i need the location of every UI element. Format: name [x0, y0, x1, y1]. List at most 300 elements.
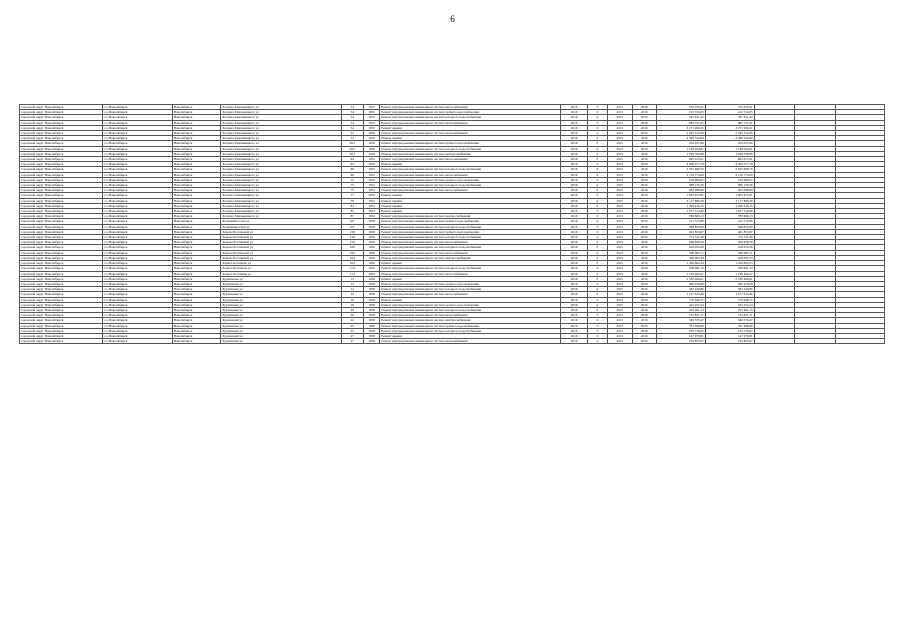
table-cell: Новосибирск [172, 219, 221, 224]
table-cell: 598 833,09 [656, 224, 705, 229]
table-cell: Новосибирск [172, 141, 221, 146]
table-cell: городской округ Новосибирск [20, 141, 103, 146]
table-cell: 2015 [608, 323, 632, 328]
table-cell: 0 [587, 110, 607, 115]
table-cell: 2 355 698,70 [656, 167, 705, 172]
table-cell: 1 149 464,27 [656, 271, 705, 276]
table-cell: 107 [341, 224, 363, 229]
table-cell: 1 077 514,96 [656, 209, 705, 214]
table-cell: Новосибирск [172, 198, 221, 203]
table-cell: 1958 [363, 318, 379, 323]
table-cell: 456 095,33 [705, 255, 754, 260]
table-cell: городской округ Новосибирск [20, 297, 103, 302]
table-cell: 66 [341, 172, 363, 177]
table-cell: Ремонт внутридомовых инженерных систем теплоснабжения [380, 339, 561, 344]
table-cell: 0 [587, 307, 607, 312]
table-cell: 2015 [608, 292, 632, 297]
table-cell: 2016 [561, 209, 587, 214]
table-cell: 2015 [608, 141, 632, 146]
table-cell: 4 306 577,79 [705, 162, 754, 167]
table-cell: 2015 [608, 193, 632, 198]
table-cell: 2015 [608, 131, 632, 136]
table-cell: 54 [341, 110, 363, 115]
table-cell: 75 [341, 183, 363, 188]
table-cell: г.о.Новосибирск [103, 136, 172, 141]
table-cell: Ремонт внутридомовых инженерных систем холодного водоснабжения [380, 245, 561, 250]
table-cell: городской округ Новосибирск [20, 162, 103, 167]
table-cell: городской округ Новосибирск [20, 333, 103, 338]
table-cell: 1952 [363, 203, 379, 208]
table-cell: 25 [341, 328, 363, 333]
table-cell: 2016 [561, 287, 587, 292]
table-cell: 2015 [608, 240, 632, 245]
table-cell: 2015 [608, 120, 632, 125]
table-cell: г.о.Новосибирск [103, 313, 172, 318]
table-cell: городской округ Новосибирск [20, 318, 103, 323]
table-cell: 2015 [608, 224, 632, 229]
table-cell: 2016 [561, 313, 587, 318]
table-cell: г.о.Новосибирск [103, 214, 172, 219]
table-cell: 2016 [632, 193, 656, 198]
table-cell: 0 [587, 214, 607, 219]
table-cell: 1959 [363, 240, 379, 245]
table-cell: 1958 [363, 276, 379, 281]
table-cell: 2016 [632, 245, 656, 250]
table-cell: Ремонт крыши [380, 193, 561, 198]
table-cell: 2015 [608, 136, 632, 141]
table-cell: Новосибирск [172, 245, 221, 250]
table-cell: 2016 [561, 297, 587, 302]
table-cell: городской округ Новосибирск [20, 198, 103, 203]
table-cell: Богдана Хмельницкого ул [221, 157, 341, 162]
table-cell: 0 [587, 193, 607, 198]
table-cell: 16 [341, 297, 363, 302]
table-cell: Новосибирск [172, 261, 221, 266]
table-cell: 2016 [561, 261, 587, 266]
table-cell: городской округ Новосибирск [20, 255, 103, 260]
table-cell: 1 290 416,15 [656, 203, 705, 208]
table-cell: 772 511,48 [656, 235, 705, 240]
table-cell: 618 054,58 [705, 245, 754, 250]
table-cell: 2016 [632, 250, 656, 255]
table-cell: 77 [341, 193, 363, 198]
table-cell: городской округ Новосибирск [20, 292, 103, 297]
table-cell: 160 [341, 245, 363, 250]
table-cell: городской округ Новосибирск [20, 339, 103, 344]
table-cell: городской округ Новосибирск [20, 105, 103, 110]
table-cell: 1 290 416,15 [705, 203, 754, 208]
table-cell: 259 037,69 [705, 141, 754, 146]
table-cell: Ремонт внутридомовых инженерных систем электроснабжения [380, 214, 561, 219]
table-cell: Бурлинская ул [221, 328, 341, 333]
table-cell: г.о.Новосибирск [103, 240, 172, 245]
table-cell: 1958 [363, 146, 379, 151]
table-cell: городской округ Новосибирск [20, 120, 103, 125]
table-cell: 2 345 312,08 [656, 131, 705, 136]
table-cell: 2016 [632, 224, 656, 229]
table-cell: 0 [587, 136, 607, 141]
table-cell: Ремонт внутридомовых инженерных систем теплоснабжения [380, 313, 561, 318]
table-cell: Ремонт крыши [380, 261, 561, 266]
table-cell: 2016 [561, 198, 587, 203]
table-cell: городской округ Новосибирск [20, 276, 103, 281]
table-cell: 2015 [608, 287, 632, 292]
table-cell: Новосибирск [172, 110, 221, 115]
table-cell: 2015 [608, 250, 632, 255]
table-cell: 2016 [632, 167, 656, 172]
table-cell: 2016 [561, 141, 587, 146]
table-cell: городской округ Новосибирск [20, 250, 103, 255]
table-cell: 772 511,48 [705, 235, 754, 240]
table-cell: г.о.Новосибирск [103, 183, 172, 188]
table-cell: 4 369 724,69 [705, 136, 754, 141]
table-cell: 780 669,13 [656, 214, 705, 219]
table-cell: 2016 [632, 214, 656, 219]
table-cell: 1952 [363, 162, 379, 167]
table-cell: Бурлинская ул [221, 323, 341, 328]
table-cell: 0 [587, 302, 607, 307]
table-cell: 55 [341, 136, 363, 141]
table-cell: Бурлинская ул [221, 333, 341, 338]
table-cell: Новосибирск [172, 271, 221, 276]
table-cell: 2016 [561, 131, 587, 136]
table-cell: 164 [341, 255, 363, 260]
table-cell: Бурлинская ул [221, 281, 341, 286]
table-cell: 2016 [632, 255, 656, 260]
table-cell: городской округ Новосибирск [20, 125, 103, 130]
table-cell: г.о.Новосибирск [103, 188, 172, 193]
table-cell: 2016 [561, 229, 587, 234]
table-cell: г.о.Новосибирск [103, 105, 172, 110]
table-cell: 0 [587, 287, 607, 292]
table-cell: городской округ Новосибирск [20, 188, 103, 193]
table-cell: городской округ Новосибирск [20, 307, 103, 312]
table-cell: 64 [341, 157, 363, 162]
table-cell: городской округ Новосибирск [20, 214, 103, 219]
table-cell: 1958 [363, 339, 379, 344]
table-cell: 2016 [561, 120, 587, 125]
table-cell: 1956 [363, 261, 379, 266]
table-cell: 2 530 466,61 [705, 276, 754, 281]
table-cell: 2016 [632, 328, 656, 333]
table-cell: 0 [587, 105, 607, 110]
table-cell: 27 [341, 333, 363, 338]
table-cell: 2016 [561, 115, 587, 120]
table-cell: 968 139,36 [705, 183, 754, 188]
table-cell: 2016 [561, 323, 587, 328]
table-cell: Новосибирск [172, 193, 221, 198]
table-cell: Большевистская ул [221, 219, 341, 224]
table-cell: 618 054,58 [656, 245, 705, 250]
table-cell: Ремонт внутридомовых инженерных систем теплоснабжения [380, 120, 561, 125]
table-cell: 1958 [363, 292, 379, 297]
table-cell: 0 [587, 328, 607, 333]
table-cell: 1952 [363, 172, 379, 177]
table-cell: 20 [341, 313, 363, 318]
table-cell: 2016 [632, 276, 656, 281]
table-cell: 85 [341, 209, 363, 214]
table-cell: 211 513,86 [705, 219, 754, 224]
table-cell: 212 724,05 [656, 110, 705, 115]
table-cell: Новосибирск [172, 235, 221, 240]
table-cell: Богдана Хмельницкого ул [221, 193, 341, 198]
table-cell: 1 148 044,81 [705, 146, 754, 151]
table-cell: Новосибирск [172, 328, 221, 333]
table-cell: городской округ Новосибирск [20, 281, 103, 286]
table-cell: 2016 [561, 328, 587, 333]
table-cell: Большевистская ул [221, 224, 341, 229]
table-cell: 460 476,06 [705, 281, 754, 286]
table-cell: городской округ Новосибирск [20, 261, 103, 266]
table-cell: 2016 [561, 214, 587, 219]
page-number: 6 [450, 14, 455, 24]
table-cell: 0 [587, 245, 607, 250]
table-cell: 708 681,13 [656, 266, 705, 271]
table-cell: 2016 [561, 157, 587, 162]
table-cell: 2016 [632, 323, 656, 328]
table-cell: 2015 [608, 276, 632, 281]
table-cell: 460 476,06 [656, 281, 705, 286]
table-cell: Ремонт внутридомовых инженерных систем теплоснабжения [380, 157, 561, 162]
table-cell: 1 439 862,23 [705, 261, 754, 266]
table-cell: Новосибирск [172, 146, 221, 151]
table-row [20, 339, 885, 344]
table-cell: 2 345 312,08 [705, 131, 754, 136]
table-cell: 1 039 700,88 [705, 151, 754, 156]
table-cell: городской округ Новосибирск [20, 245, 103, 250]
table-cell: Новосибирск [172, 339, 221, 344]
table-cell: 2016 [561, 162, 587, 167]
table-cell: 2016 [632, 219, 656, 224]
table-cell: 2016 [632, 240, 656, 245]
table-cell: 2015 [608, 209, 632, 214]
table-cell: 791 496,60 [705, 323, 754, 328]
table-cell: Новосибирск [172, 105, 221, 110]
table-cell: г.о.Новосибирск [103, 219, 172, 224]
table-cell: 2015 [608, 255, 632, 260]
table-cell: 605 915,91 [705, 157, 754, 162]
table-cell: Бурлинская ул [221, 307, 341, 312]
table-cell: Ремонт внутридомовых инженерных систем холодного водоснабжения [380, 287, 561, 292]
table-cell: Ремонт внутридомовых инженерных систем электроснабжения [380, 151, 561, 156]
table-cell: 2016 [561, 292, 587, 297]
table-cell: Богдана Хмельницкого ул [221, 120, 341, 125]
table-cell: 0 [587, 266, 607, 271]
table-cell: 1952 [363, 188, 379, 193]
table-cell: 1955 [363, 125, 379, 130]
table-cell: г.о.Новосибирск [103, 193, 172, 198]
table-cell: 255 461,13 [656, 307, 705, 312]
table-cell: 56/1 [341, 146, 363, 151]
table-cell: 147 070,81 [705, 333, 754, 338]
table-cell: 0 [587, 261, 607, 266]
table-cell: 2016 [632, 318, 656, 323]
table-cell: 1958 [363, 151, 379, 156]
table-cell: 66 [341, 167, 363, 172]
table-cell: 2015 [608, 313, 632, 318]
table-cell: 158 [341, 235, 363, 240]
table-cell: Ремонт внутридомовых инженерных систем холодного водоснабжения [380, 224, 561, 229]
table-cell: 2015 [608, 281, 632, 286]
table-cell: 1958 [363, 302, 379, 307]
table-cell: Богдана Хмельницкого ул [221, 177, 341, 182]
table-cell: Богдана Хмельницкого ул [221, 167, 341, 172]
table-cell: 2016 [632, 183, 656, 188]
table-cell: городской округ Новосибирск [20, 110, 103, 115]
table-cell: 776 946,77 [705, 297, 754, 302]
table-cell: 2015 [608, 203, 632, 208]
table-cell: городской округ Новосибирск [20, 209, 103, 214]
table-cell: Новосибирск [172, 240, 221, 245]
table-cell: городской округ Новосибирск [20, 157, 103, 162]
table-cell: 2016 [632, 339, 656, 344]
table-cell: 64 [341, 162, 363, 167]
table-cell: Ремонт внутридомовых инженерных систем теплоснабжения [380, 292, 561, 297]
table-cell: 605 915,91 [656, 157, 705, 162]
table-cell: г.о.Новосибирск [103, 235, 172, 240]
table-cell: 2015 [608, 105, 632, 110]
table-cell: 2015 [608, 333, 632, 338]
table-cell: 367 811,42 [705, 115, 754, 120]
table-cell: 0 [587, 235, 607, 240]
table-cell: Ремонт внутридомовых инженерных систем холодного водоснабжения [380, 115, 561, 120]
table-cell: г.о.Новосибирск [103, 177, 172, 182]
table-cell: Ремонт внутридомовых инженерных систем горячего водоснабжения [380, 141, 561, 146]
table-cell: 16 [341, 292, 363, 297]
table-cell: 0 [587, 172, 607, 177]
table-cell: 2016 [561, 224, 587, 229]
table-cell: г.о.Новосибирск [103, 151, 172, 156]
table-cell: Богдана Хмельницкого ул [221, 151, 341, 156]
table-cell: Богдана Хмельницкого ул [221, 209, 341, 214]
table-cell: городской округ Новосибирск [20, 193, 103, 198]
table-cell: Ремонт внутридомовых инженерных систем теплоснабжения [380, 131, 561, 136]
table-cell: 1952 [363, 271, 379, 276]
table-cell: 1 963 472,81 [705, 193, 754, 198]
table-cell: 1952 [363, 193, 379, 198]
table-cell: 25 [341, 323, 363, 328]
table-cell: 1958 [363, 297, 379, 302]
table-cell: г.о.Новосибирск [103, 162, 172, 167]
table-cell: Ремонт внутридомовых инженерных систем горячего водоснабжения [380, 219, 561, 224]
table-cell: г.о.Новосибирск [103, 292, 172, 297]
table-cell: Ремонт крыши [380, 297, 561, 302]
table-cell: 2016 [561, 276, 587, 281]
table-cell: 2016 [561, 266, 587, 271]
table-cell: Богдана Хмельницкого ул [221, 172, 341, 177]
table-cell: городской округ Новосибирск [20, 151, 103, 156]
table-cell: 2016 [561, 281, 587, 286]
table-cell: 2015 [608, 307, 632, 312]
table-cell: Бурлинская ул [221, 292, 341, 297]
table-cell: городской округ Новосибирск [20, 266, 103, 271]
table-cell: 2015 [608, 271, 632, 276]
table-cell: 2016 [561, 302, 587, 307]
table-cell: 0 [587, 333, 607, 338]
table-cell: Бурлинская ул [221, 339, 341, 344]
table-cell: 422 252,24 [705, 302, 754, 307]
table-cell: 0 [587, 198, 607, 203]
table-cell: 1952 [363, 209, 379, 214]
table-cell: Богдана Хмельницкого ул [221, 203, 341, 208]
table-cell: г.о.Новосибирск [103, 198, 172, 203]
table-cell: Ремонт внутридомовых инженерных систем теплоснабжения [380, 271, 561, 276]
table-cell: 2016 [632, 188, 656, 193]
table-cell: 2015 [608, 328, 632, 333]
table-cell: г.о.Новосибирск [103, 146, 172, 151]
table-cell: г.о.Новосибирск [103, 328, 172, 333]
table-cell: Новосибирск [172, 266, 221, 271]
table-cell: 1955 [363, 120, 379, 125]
table-cell: 266 658,59 [705, 240, 754, 245]
table-cell [795, 339, 836, 344]
table-cell: 461 853,87 [656, 229, 705, 234]
table-cell: 2016 [561, 307, 587, 312]
table-cell: 0 [587, 203, 607, 208]
table-cell: 570 076,41 [705, 105, 754, 110]
table-cell: 3 117 899,39 [656, 198, 705, 203]
table-cell: 0 [587, 224, 607, 229]
table-cell: Новосибирск [172, 162, 221, 167]
table-cell: г.о.Новосибирск [103, 209, 172, 214]
table-cell: Богдана Хмельницкого ул [221, 162, 341, 167]
table-cell: Новосибирск [172, 292, 221, 297]
table-cell: 1958 [363, 323, 379, 328]
table-cell: 1958 [363, 287, 379, 292]
table-cell: 1 149 464,27 [705, 271, 754, 276]
table-cell: 2016 [632, 271, 656, 276]
table-cell: 1952 [363, 177, 379, 182]
table-cell: 2015 [608, 235, 632, 240]
table-cell: Ремонт внутридомовых инженерных систем холодного водоснабжения [380, 167, 561, 172]
table-cell: 563 240,86 [705, 287, 754, 292]
table-cell: Новосибирск [172, 287, 221, 292]
table-cell: 2016 [561, 125, 587, 130]
table-cell: Богдана Хмельницкого ул [221, 183, 341, 188]
table-cell: 83 [341, 203, 363, 208]
table-cell: Ремонт крыши [380, 276, 561, 281]
table-cell: Ремонт внутридомовых инженерных систем электроснабжения [380, 318, 561, 323]
table-cell: 0 [587, 250, 607, 255]
table-cell: Новосибирск [172, 276, 221, 281]
table-cell: 174 [341, 266, 363, 271]
table-cell: 479 778,65 [705, 328, 754, 333]
table-cell: 0 [587, 313, 607, 318]
table-cell: 2016 [561, 255, 587, 260]
table-cell: 1957 [363, 105, 379, 110]
table-cell: 2016 [561, 146, 587, 151]
table-cell: 212 724,05 [705, 110, 754, 115]
table-cell: 55 [341, 131, 363, 136]
table-cell: Новосибирск [172, 203, 221, 208]
table-cell: г.о.Новосибирск [103, 141, 172, 146]
table-cell: Березы Богатковой ул [221, 250, 341, 255]
table-cell: 20 [341, 307, 363, 312]
table-cell: 2016 [632, 172, 656, 177]
table-cell: 2016 [632, 235, 656, 240]
table-cell: 598 960,11 [705, 250, 754, 255]
table-cell: Новосибирск [172, 214, 221, 219]
table-cell: 0 [587, 183, 607, 188]
table-cell: 0 [587, 167, 607, 172]
table-cell: городской округ Новосибирск [20, 240, 103, 245]
table-cell: г.о.Новосибирск [103, 333, 172, 338]
table-cell: 219 690,07 [705, 177, 754, 182]
table-cell: 2016 [632, 209, 656, 214]
table-cell: 1959 [363, 229, 379, 234]
table-cell: 2015 [608, 297, 632, 302]
table-cell: Бурлинская ул [221, 297, 341, 302]
